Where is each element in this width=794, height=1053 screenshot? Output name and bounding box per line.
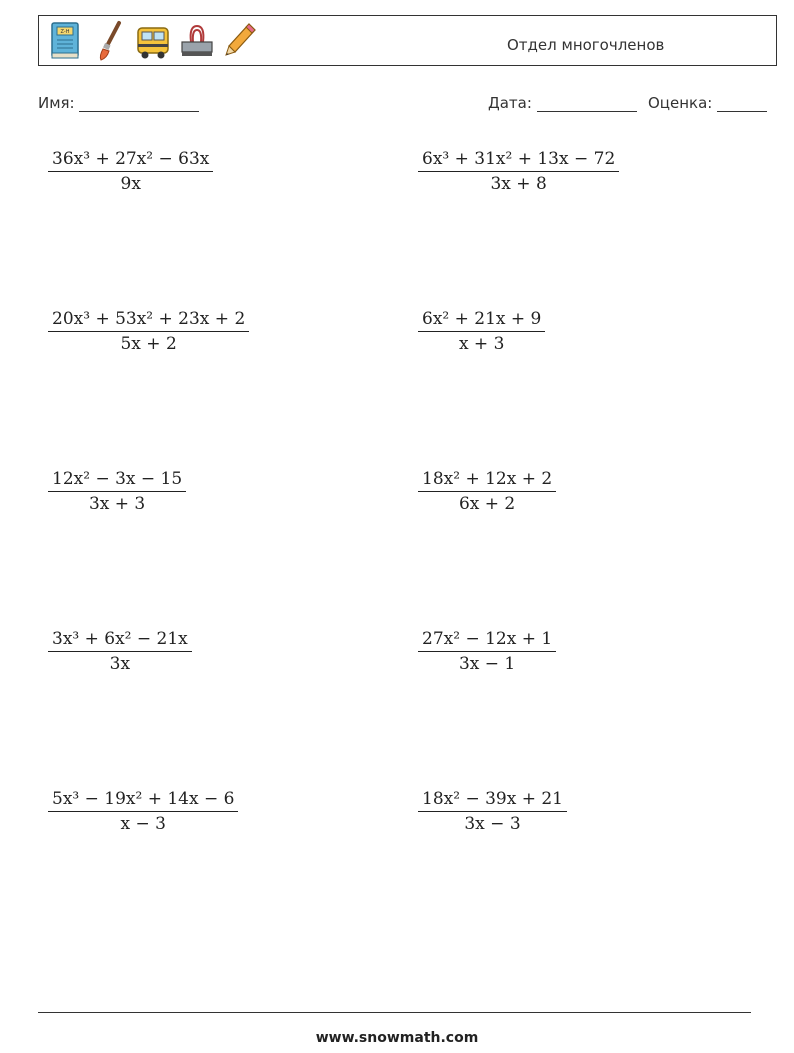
- denominator: 3x + 3: [88, 494, 146, 514]
- name-blank[interactable]: [79, 95, 199, 112]
- numerator: 20x³ + 53x² + 23x + 2: [48, 309, 249, 332]
- score-label: Оценка:: [648, 94, 713, 112]
- svg-text:Z-H: Z-H: [60, 29, 70, 35]
- problem-2: [418, 149, 619, 194]
- paintbrush-icon: [91, 20, 127, 62]
- denominator: x + 3: [458, 334, 505, 354]
- date-label: Дата:: [488, 94, 532, 112]
- header-icons: [47, 20, 259, 62]
- denominator: 3x − 1: [458, 654, 516, 674]
- denominator: 3x: [109, 654, 131, 674]
- denominator: x − 3: [120, 814, 166, 834]
- name-field: [38, 94, 199, 112]
- denominator: 3x + 8: [490, 174, 547, 194]
- problem-4: [418, 309, 545, 354]
- footer-divider: [38, 1012, 751, 1013]
- numerator: 18x² + 12x + 2: [418, 469, 556, 492]
- problem-9: [48, 789, 238, 834]
- score-field: [648, 94, 767, 112]
- numerator: 27x² − 12x + 1: [418, 629, 556, 652]
- problem-7: [48, 629, 192, 674]
- denominator: 5x + 2: [120, 334, 177, 354]
- numerator: 5x³ − 19x² + 14x − 6: [48, 789, 238, 812]
- numerator: 3x³ + 6x² − 21x: [48, 629, 192, 652]
- problem-8: [418, 629, 556, 674]
- denominator: 3x − 3: [464, 814, 521, 834]
- numerator: 18x² − 39x + 21: [418, 789, 567, 812]
- school-bus-icon: [135, 20, 171, 62]
- problem-10: [418, 789, 567, 834]
- numerator: 6x² + 21x + 9: [418, 309, 545, 332]
- footer-site[interactable]: www.snowmath.com: [315, 1030, 479, 1046]
- denominator: 6x + 2: [458, 494, 516, 514]
- date-blank[interactable]: [537, 95, 637, 112]
- score-blank[interactable]: [717, 95, 767, 112]
- notebook-icon: [47, 20, 83, 62]
- worksheet-title: Отдел многочленов: [507, 36, 665, 54]
- date-field: [488, 94, 637, 112]
- worksheet-header: [38, 15, 777, 66]
- pencil-icon: [223, 20, 259, 62]
- problem-6: [418, 469, 556, 514]
- binder-clip-icon: [179, 20, 215, 62]
- numerator: 36x³ + 27x² − 63x: [48, 149, 213, 172]
- problem-5: [48, 469, 186, 514]
- numerator: 6x³ + 31x² + 13x − 72: [418, 149, 619, 172]
- denominator: 9x: [120, 174, 141, 194]
- problem-1: [48, 149, 213, 194]
- name-label: Имя:: [38, 94, 75, 112]
- problem-3: [48, 309, 249, 354]
- numerator: 12x² − 3x − 15: [48, 469, 186, 492]
